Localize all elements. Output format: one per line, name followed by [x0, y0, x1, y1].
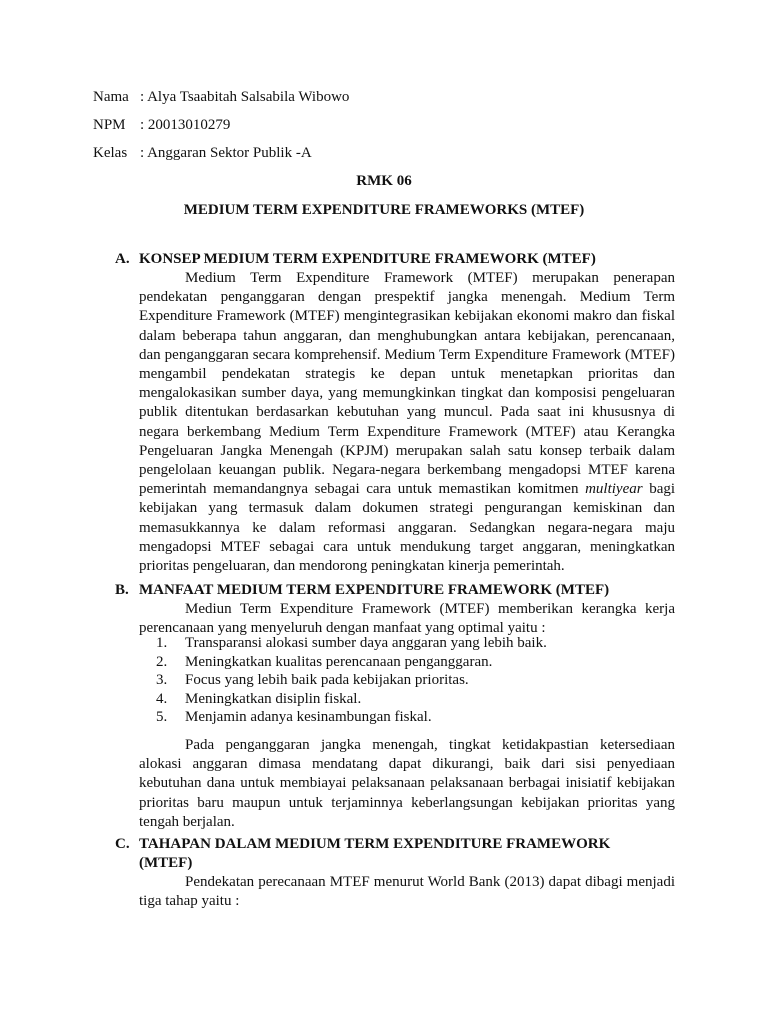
benefit-list	[139, 634, 675, 727]
class-row	[93, 144, 312, 163]
class-value: : Anggaran Sektor Publik -A	[140, 145, 312, 161]
section-a-text-1: Medium Term Expenditure Framework (MTEF) merupakan penerapan pendekatan penganggaran dengan prespektif jangka menengah. Medium Term Expenditure Framework (MTEF) mengintegrasikan kebijakan ekonomi makro dan fiskal dalam beberapa tahun anggaran, dan menghubungkan antara kebijakan, perencanaan, dan penganggaran secara komprehensif. Medium Term Expenditure Framework (MTEF) mengambil pendekatan strategis ke depan untuk menetapkan prioritas dan mengalokasikan sumber daya, yang memungkinkan tingkat dan komposisi pengeluaran publik ditentukan berdasarkan kebutuhan yang muncul. Pada saat ini khususnya di negara berkembang Medium Term Expenditure Framework (MTEF) atau Kerangka Pengeluaran Jangka Menengah (KPJM) merupakan salah satu konsep terbaik dalam pengelolaan keuangan publik. Negara-negara berkembang mengadopsi MTEF karena pemerintah memandangnya sebagai cara untuk memastikan komitmen	[139, 270, 675, 498]
name-row	[93, 88, 349, 107]
name-value: : Alya Tsaabitah Salsabila Wibowo	[140, 89, 350, 105]
npm-row	[93, 116, 230, 135]
list-item: 5. Menjamin adanya kesinambungan fiskal.	[156, 709, 432, 726]
section-a-italic: multiyear	[585, 481, 643, 498]
section-b-intro: Mediun Term Expenditure Framework (MTEF) memberikan kerangka kerja perencanaan yang menyeluruh dengan manfaat yang optimal yaitu :	[139, 601, 675, 637]
section-c-letter: C.	[115, 836, 130, 852]
section-a-letter: A.	[115, 251, 130, 267]
section-b-letter: B.	[115, 582, 129, 598]
doc-subtitle: MEDIUM TERM EXPENDITURE FRAMEWORKS (MTEF)	[183, 202, 585, 218]
npm-label: NPM	[93, 117, 126, 133]
name-label: Nama	[93, 89, 129, 105]
list-item: 2. Meningkatkan kualitas perencanaan penganggaran.	[156, 653, 493, 670]
npm-value: : 20013010279	[140, 117, 231, 133]
section-b-closing: Pada penganggaran jangka menengah, tingkat ketidakpastian ketersediaan alokasi anggaran dimasa mendatang dapat dikurangi, baik dari sisi penyediaan kebutuhan dana untuk membiayai pelaksanaan pelaksanaan berbagai inisiatif kebijakan prioritas baru maupun untuk terjaminnya keberlangsungan kebijakan prioritas yang tengah berjalan.	[139, 737, 675, 830]
doc-title: RMK 06	[356, 173, 412, 189]
section-a-paragraph	[139, 269, 675, 576]
section-c-intro: Pendekatan perecanaan MTEF menurut World Bank (2013) dapat dibagi menjadi tiga tahap yaitu :	[139, 874, 675, 910]
list-item: 3. Focus yang lebih baik pada kebijakan prioritas.	[156, 672, 469, 689]
section-a-title: KONSEP MEDIUM TERM EXPENDITURE FRAMEWORK (MTEF)	[139, 251, 596, 267]
section-a-text-2: bagi kebijakan yang termasuk dalam dokumen strategi pengurangan kemiskinan dan memasukkannya ke dalam reformasi anggaran. Sedangkan negara-negara maju mengadopsi MTEF sebagai cara untuk mendukung target anggaran, meningkatkan prioritas pengeluaran, dan mendorong peningkatan kinerja pemerintah.	[139, 481, 676, 575]
section-c-title: TAHAPAN DALAM MEDIUM TERM EXPENDITURE FRAMEWORK (MTEF)	[139, 836, 611, 871]
list-item: 4. Meningkatkan disiplin fiskal.	[156, 690, 362, 707]
list-item: 1. Transparansi alokasi sumber daya anggaran yang lebih baik.	[156, 635, 547, 651]
class-label: Kelas	[93, 145, 128, 161]
section-b-title: MANFAAT MEDIUM TERM EXPENDITURE FRAMEWORK (MTEF)	[139, 582, 610, 598]
